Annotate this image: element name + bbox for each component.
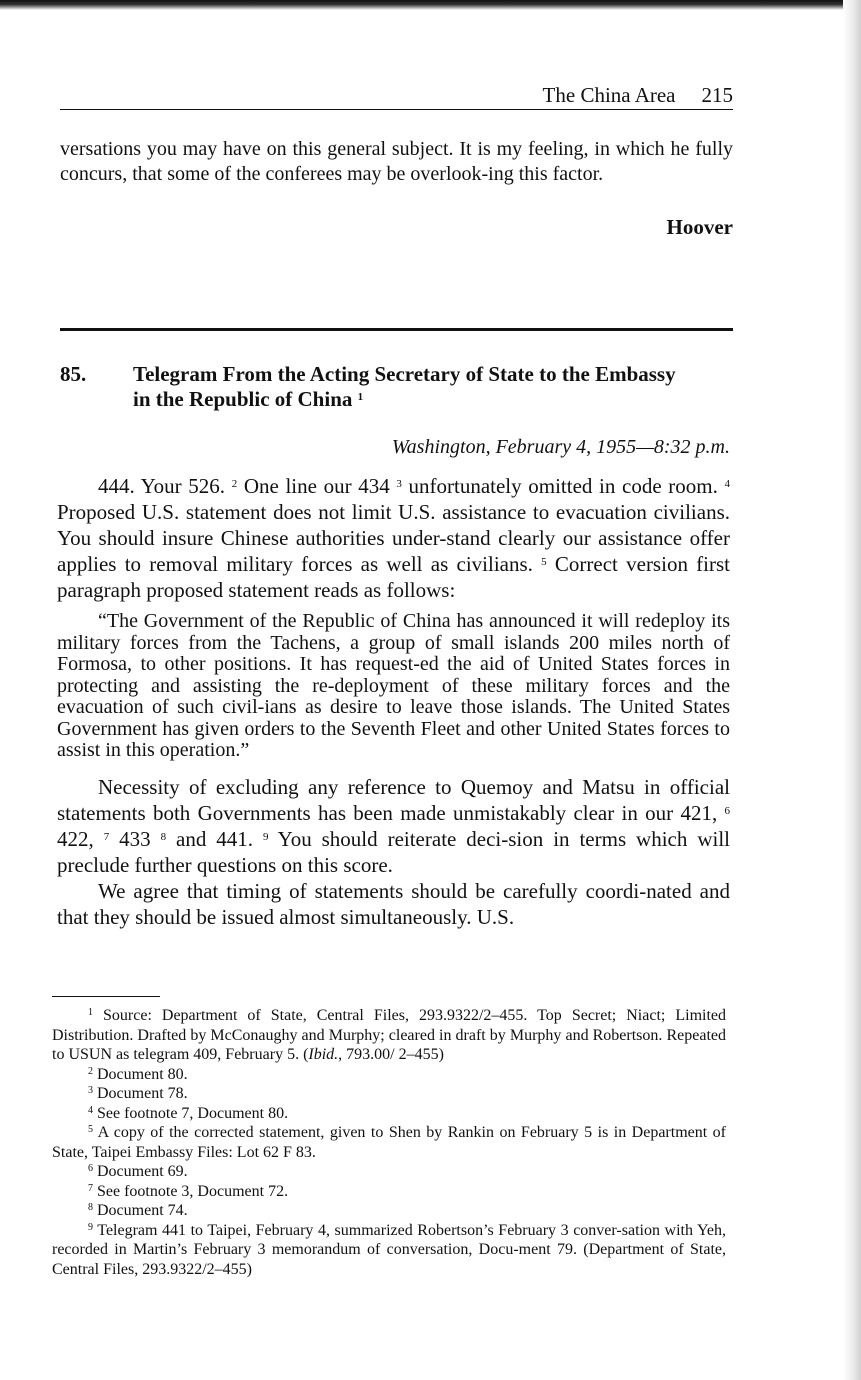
footnote — [52, 1006, 726, 1065]
signature: Hoover — [666, 215, 733, 239]
footnote-text: See footnote 7, Document 80. — [97, 1104, 289, 1122]
footnote-ref[interactable]: 3 — [396, 478, 402, 490]
footnote-ref[interactable]: 1 — [357, 391, 364, 403]
footnote-text: Document 78. — [97, 1085, 188, 1102]
text-segment: 422, — [57, 826, 94, 851]
footnote-number: 8 — [88, 1202, 93, 1213]
footnote-text: Document 69. — [97, 1163, 188, 1180]
text-segment: Correct version first paragraph proposed statement reads as follows: — [57, 552, 731, 602]
footnote-ref[interactable]: 6 — [724, 804, 730, 817]
footnote-text: Document 80. — [97, 1065, 188, 1083]
paragraph — [57, 473, 730, 603]
text-segment: unfortunately omitted in code room. — [408, 474, 718, 498]
running-head — [60, 82, 733, 110]
footnote — [52, 1201, 726, 1221]
dateline: Washington, February 4, 1955—8:32 p.m. — [391, 436, 730, 458]
footnote-text: Telegram 441 to Taipei, February 4, summarized Robertson’s February 3 conver-sation with Yeh, recorded in Martin’s February 3 memorandum of conversation, Docu-ment 79. (Department of State, Central Files, 293.9322/2–455) — [52, 1221, 726, 1278]
footnote — [52, 1123, 726, 1162]
footnote-number: 3 — [88, 1085, 93, 1096]
footnote — [52, 1104, 726, 1124]
footnote — [52, 1182, 726, 1202]
text-segment: 444. Your 526. — [98, 474, 226, 498]
footnote-ref[interactable]: 8 — [160, 830, 167, 843]
page-number: 215 — [701, 83, 733, 107]
text-segment: 433 — [119, 826, 151, 851]
text-segment: Necessity of excluding any reference to Quemoy and Matsu in official statements both Governments has been made unmistakably clear in our 421, — [57, 774, 730, 825]
footnote-text: Source: Department of State, Central Files, 293.9322/2–455. Top Secret; Niact; Limited Distribution. Drafted by McConaughy and Murphy; cleared in draft by Murphy and Robertson. Repeated to USUN as telegram 409, February 5. (Ibid., 793.00/ 2–455) — [52, 1007, 727, 1063]
section-divider — [60, 328, 733, 331]
footnote-ref[interactable]: 5 — [541, 556, 547, 568]
footnote-text: See footnote 3, Document 72. — [97, 1182, 289, 1200]
footnote-ref[interactable]: 2 — [231, 478, 238, 490]
scan-right-edge — [843, 0, 861, 1380]
footnote — [52, 1221, 726, 1280]
footnote-rule — [52, 996, 160, 997]
document-title — [133, 362, 693, 412]
footnote — [52, 1065, 726, 1085]
document-number: 85. — [60, 362, 87, 386]
text-segment: One line our 434 — [243, 474, 390, 498]
text-segment: You should reiterate deci-sion in terms which will preclude further questions on this score. — [57, 826, 730, 877]
document-body — [57, 473, 730, 930]
paragraph: We agree that timing of statements should be carefully coordi-nated and that they should be issued almost simultaneously. U.S. — [57, 878, 730, 929]
footnote — [52, 1162, 726, 1182]
paragraph — [57, 774, 730, 878]
footnote-number: 1 — [88, 1007, 93, 1018]
document-title-text: Telegram From the Acting Secretary of State to the Embassy in the Republic of China — [133, 362, 676, 411]
continuation-paragraph: versations you may have on this general subject. It is my feeling, in which he fully concurs, that some of the conferees may be overlook-ing this factor. — [60, 138, 733, 185]
footnote-text: A copy of the corrected statement, given to Shen by Rankin on February 5 is in Department of State, Taipei Embassy Files: Lot 62 F 83. — [52, 1124, 726, 1161]
scan-top-edge — [0, 0, 861, 10]
footnote-number: 2 — [88, 1065, 93, 1077]
footnote-number: 7 — [88, 1182, 93, 1194]
footnote-number: 4 — [88, 1104, 93, 1116]
footnote — [52, 1084, 726, 1104]
footnote-number: 9 — [88, 1221, 93, 1233]
text-segment: and 441. — [176, 826, 254, 851]
footnote-ref[interactable]: 4 — [724, 478, 731, 490]
footnote-text: Document 74. — [97, 1202, 188, 1219]
footnote-ref[interactable]: 7 — [103, 830, 110, 843]
footnote-number: 6 — [88, 1163, 93, 1174]
running-head-title: The China Area — [542, 83, 676, 107]
text-segment: Proposed U.S. statement does not limit U.S. assistance to evacuation civilians. You should insure Chinese authorities under-stand clearly our assistance offer applies to removal military forces as well as civilians. — [57, 500, 730, 576]
footnotes — [52, 1006, 726, 1279]
footnote-number: 5 — [88, 1124, 93, 1135]
quoted-statement: “The Government of the Republic of China has announced it will redeploy its military forces from the Tachens, a group of small islands 200 miles north of Formosa, to other positions. It has request-ed the aid of United States forces in protecting and assisting the re-deployment of these military forces and the evacuation of such civil-ians as desire to leave those islands. The United States Government has given orders to the Seventh Fleet and other United States forces to assist in this operation.” — [57, 610, 730, 761]
footnote-ref[interactable]: 9 — [262, 830, 269, 843]
